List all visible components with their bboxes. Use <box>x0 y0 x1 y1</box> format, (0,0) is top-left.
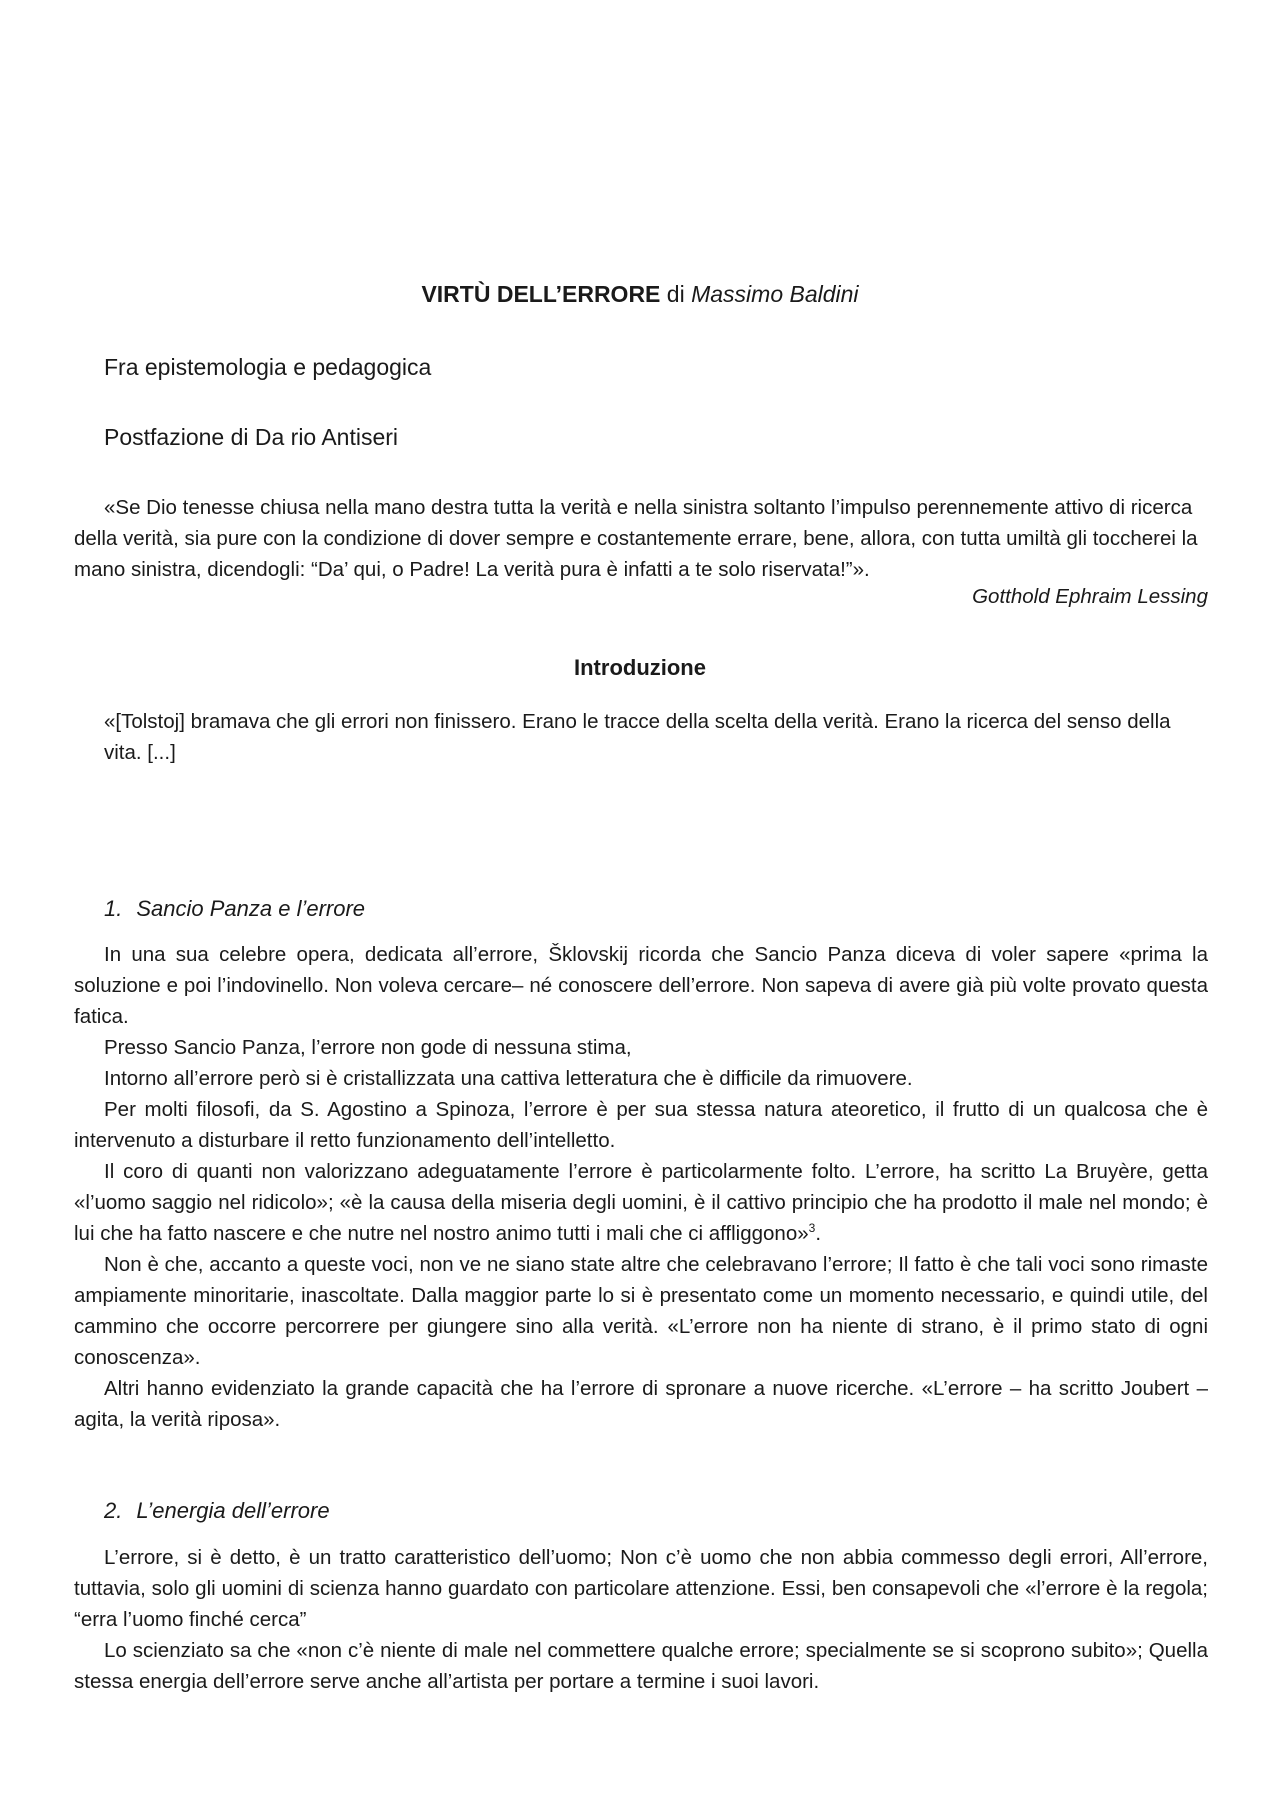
paragraph: Altri hanno evidenziato la grande capacità che ha l’errore di spronare a nuove ricerche. «L’errore – ha scritto Joubert – agita, la verità riposa». <box>74 1377 1208 1431</box>
section-1-number: 1. <box>104 896 123 921</box>
subtitle: Fra epistemologia e pedagogica <box>104 354 432 380</box>
title-author: Massimo Baldini <box>691 281 859 307</box>
intro-quote: «[Tolstoj] bramava che gli errori non finissero. Erano le tracce della scelta della verità. Erano la ricerca del senso della vita. [...] <box>104 710 1171 764</box>
postface-line: Postfazione di Da rio Antiseri <box>104 424 399 450</box>
section-1-body <box>74 939 1208 1435</box>
paragraph: Presso Sancio Panza, l’errore non gode di nessuna stima, <box>104 1036 632 1059</box>
footnote-reference[interactable]: 3 <box>808 1221 816 1236</box>
section-1-heading <box>104 894 365 924</box>
section-2-number: 2. <box>104 1498 123 1523</box>
section-1-title: Sancio Panza e l’errore <box>136 896 366 921</box>
title-connector: di <box>660 281 692 307</box>
paragraph-with-footnote <box>74 1156 1208 1249</box>
epigraph-text: «Se Dio tenesse chiusa nella mano destra tutta la verità e nella sinistra soltanto l’impulso perennemente attivo di ricerca della verità, sia pure con la condizione di dover sempre e costantemente errare, bene, allora, con tutta umiltà gli toccherei la mano sinistra, dicendogli: “Da’ qui, o Padre! La verità pura è infatti a te solo riservata!”». <box>74 496 1198 581</box>
paragraph: Lo scienziato sa che «non c’è niente di male nel commettere qualche errore; specialmente se si scoprono subito»; Quella stessa energia dell’errore serve anche all’artista per portare a termine i suoi lavori. <box>74 1639 1208 1693</box>
document-title <box>0 279 1280 309</box>
paragraph: Non è che, accanto a queste voci, non ve ne siano state altre che celebravano l’errore; Il fatto è che tali voci sono rimaste ampiamente minoritarie, inascoltate. Dalla maggior parte lo si è presentato come un momento necessario, e quindi utile, del cammino che occorre percorrere per giungere sino alla verità. «L’errore non ha niente di strano, è il primo stato di ogni conoscenza». <box>74 1253 1208 1369</box>
paragraph: Per molti filosofi, da S. Agostino a Spinoza, l’errore è per sua stessa natura ateoretico, il frutto di un qualcosa che è intervenuto a disturbare il retto funzionamento dell’intelletto. <box>74 1098 1208 1152</box>
paragraph: Intorno all’errore però si è cristallizzata una cattiva letteratura che è difficile da rimuovere. <box>104 1067 913 1090</box>
section-2-body <box>74 1542 1208 1697</box>
title-main: VIRTÙ DELL’ERRORE <box>421 281 661 307</box>
paragraph-end: . <box>815 1222 822 1245</box>
paragraph: L’errore, si è detto, è un tratto caratteristico dell’uomo; Non c’è uomo che non abbia commesso degli errori, All’errore, tuttavia, solo gli uomini di scienza hanno guardato con particolare attenzione. Essi, ben consapevoli che «l’errore è la regola; “erra l’uomo finché cerca” <box>74 1546 1208 1631</box>
epigraph-author: Gotthold Ephraim Lessing <box>972 585 1208 608</box>
intro-heading: Introduzione <box>574 655 706 680</box>
paragraph-text: Il coro di quanti non valorizzano adeguatamente l’errore è particolarmente folto. L’errore, ha scritto La Bruyère, getta «l’uomo saggio nel ridicolo»; «è la causa della miseria degli uomini, è il cattivo principio che ha prodotto il male nel mondo; è lui che ha fatto nascere e che nutre nel nostro animo tutti i mali che ci affliggono» <box>74 1160 1208 1245</box>
epigraph <box>74 492 1208 585</box>
section-2-title: L’energia dell’errore <box>136 1498 330 1523</box>
paragraph: In una sua celebre opera, dedicata all’errore, Šklovskij ricorda che Sancio Panza diceva di voler sapere «prima la soluzione e poi l’indovinello. Non voleva cercare– né conoscere dell’errore. Non sapeva di avere già più volte provato questa fatica. <box>74 943 1208 1028</box>
section-2-heading <box>104 1496 330 1526</box>
